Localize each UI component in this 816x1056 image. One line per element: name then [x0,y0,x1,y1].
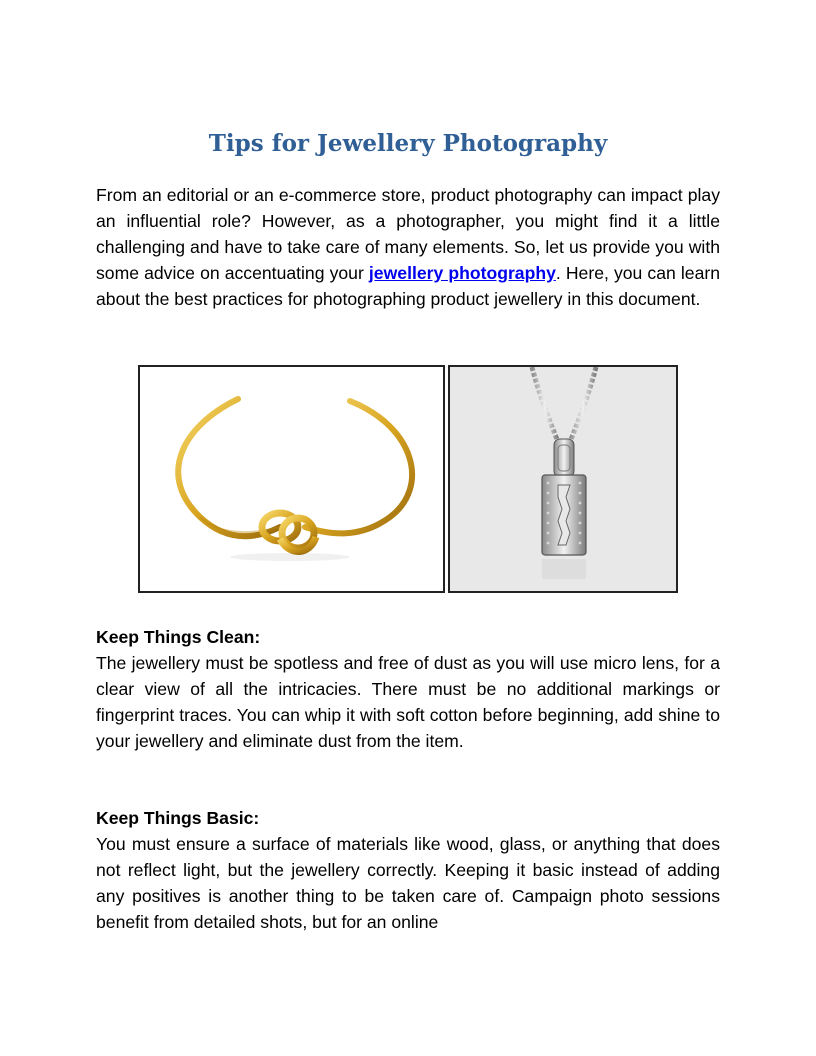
jewellery-photography-link[interactable]: jewellery photography [368,263,556,283]
section-body-basic: You must ensure a surface of materials like wood, glass, or anything that does not reflect light, but the jewellery correctly. Keeping it basic instead of adding any positives is another thing to be taken care of. Campaign photo sessions benefit from detailed shots, but for an online [96,834,720,932]
bracelet-illustration [140,367,443,591]
pendant-image [448,365,678,593]
intro-text-after-link: . Here, you can learn about the best practices for photographing product jewellery in this document. [96,263,720,309]
section-heading-clean: Keep Things Clean: [96,627,261,647]
section-heading-basic: Keep Things Basic: [96,808,260,828]
bracelet-image [138,365,445,593]
pendant-illustration [450,367,676,591]
intro-text-before-link: From an editorial or an e-commerce store, product photography can impact play an influential role? However, as a photographer, you might find it a little challenging and have to take care of many elements. So, let us provide you with some advice on accentuating your [96,185,720,283]
intro-paragraph [96,182,720,312]
section-body-clean: The jewellery must be spotless and free of dust as you will use micro lens, for a clear view of all the intricacies. There must be no additional markings or fingerprint traces. You can whip it with soft cotton before beginning, add shine to your jewellery and eliminate dust from the item. [96,653,720,751]
page-title: Tips for Jewellery Photography [208,130,608,157]
